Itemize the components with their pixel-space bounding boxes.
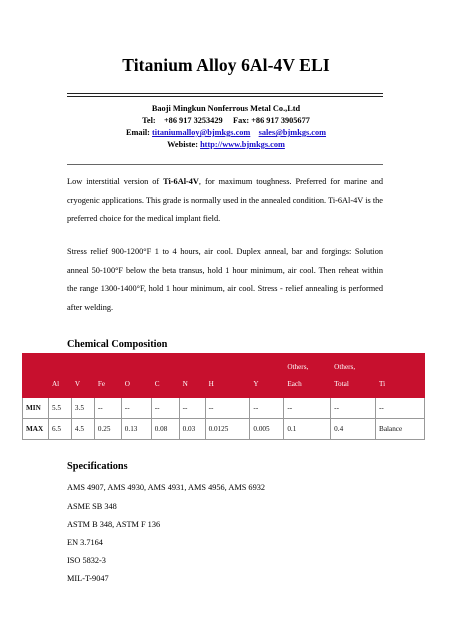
spec-item: ASME SB 348 [67, 502, 117, 511]
table-cell: -- [205, 398, 250, 419]
email-link-1[interactable]: titaniumalloy@bjmkgs.com [152, 128, 251, 137]
header-cell-h: H [205, 354, 250, 398]
intro-alloy-name: Ti-6Al-4V [163, 177, 199, 186]
header-cell-empty [23, 354, 49, 398]
table-cell: 0.25 [94, 419, 121, 440]
email-link-2[interactable]: sales@bjmkgs.com [258, 128, 327, 137]
website-label: Webiste: [167, 140, 198, 149]
spec-item: EN 3.7164 [67, 538, 103, 547]
chemical-composition-table [22, 353, 425, 440]
header-cell-al: Al [48, 354, 71, 398]
header-top-rule [67, 93, 383, 94]
document-title: Titanium Alloy 6Al-4V ELI [122, 55, 330, 75]
heat-treatment-paragraph: Stress relief 900-1200°F 1 to 4 hours, air cool. Duplex anneal, bar and forgings: Solution anneal 50-100°F below the beta transus, hold 1 hour minimum, air cool. Then reheat within the range 1300-1400°F, hold 1 hour minimum, air cool. Stress - relief annealing is performed after welding. [67, 247, 383, 312]
header-cell-y: Y [250, 354, 284, 398]
row-label-max: MAX [23, 419, 49, 440]
table-cell: 0.13 [121, 419, 151, 440]
table-cell: 0.1 [284, 419, 331, 440]
intro-paragraph [67, 173, 383, 229]
table-cell: 0.03 [179, 419, 205, 440]
table-cell: 5.5 [48, 398, 71, 419]
header-cell-others-each [284, 354, 331, 398]
table-cell: 6.5 [48, 419, 71, 440]
table-cell: -- [179, 398, 205, 419]
table-cell: -- [331, 398, 376, 419]
row-label-min: MIN [23, 398, 49, 419]
table-row [23, 419, 425, 440]
table-cell: -- [284, 398, 331, 419]
spec-item: ISO 5832-3 [67, 556, 106, 565]
table-cell: -- [250, 398, 284, 419]
header-cell-n: N [179, 354, 205, 398]
spec-item: ASTM B 348, ASTM F 136 [67, 520, 161, 529]
intro-text-before: Low interstitial version of [67, 177, 164, 186]
table-cell: -- [121, 398, 151, 419]
others-each-top: Others, [287, 363, 309, 371]
header-cell-c: C [151, 354, 179, 398]
others-each-bottom: Each [287, 380, 302, 388]
header-cell-others-total [331, 354, 376, 398]
email-label: Email: [125, 128, 150, 137]
table-cell: -- [94, 398, 121, 419]
header-cell-o: O [121, 354, 151, 398]
specifications-heading: Specifications [67, 461, 128, 472]
chemical-composition-heading: Chemical Composition [67, 339, 168, 350]
spec-item: AMS 4907, AMS 4930, AMS 4931, AMS 4956, AMS 6932 [67, 483, 266, 492]
tel-value: +86 917 3253429 [163, 116, 223, 125]
header-bottom-rule [67, 164, 383, 165]
table-cell: 0.4 [331, 419, 376, 440]
table-cell: 3.5 [71, 398, 94, 419]
header-cell-fe: Fe [94, 354, 121, 398]
fax-label: Fax: +86 917 3905677 [233, 116, 310, 125]
table-cell: 0.08 [151, 419, 179, 440]
composition-header-row [23, 354, 425, 398]
spec-item: MIL-T-9047 [67, 574, 109, 583]
contact-website-line [0, 139, 452, 151]
table-cell: 4.5 [71, 419, 94, 440]
header-cell-v: V [71, 354, 94, 398]
others-total-bottom: Total [334, 380, 349, 388]
table-cell: Balance [376, 419, 425, 440]
table-cell: -- [151, 398, 179, 419]
website-link[interactable]: http://www.bjmkgs.com [200, 140, 285, 149]
header-top-rule-double [67, 96, 383, 97]
tel-label: Tel: [142, 116, 156, 125]
header-cell-ti: Ti [376, 354, 425, 398]
table-cell: 0.005 [250, 419, 284, 440]
company-name: Baoji Mingkun Nonferrous Metal Co.,Ltd [151, 104, 301, 113]
intro-text-after: , for maximum toughness. Preferred for marine and cryogenic applications. This grade is normally used in the annealed condition. Ti-6Al-4V is the preferred choice for the medical implant field. [67, 177, 383, 224]
others-total-top: Others, [334, 363, 356, 371]
contact-email-line [0, 127, 452, 139]
table-cell: 0.0125 [205, 419, 250, 440]
table-cell: -- [376, 398, 425, 419]
contact-phone-line [0, 115, 452, 127]
table-row [23, 398, 425, 419]
